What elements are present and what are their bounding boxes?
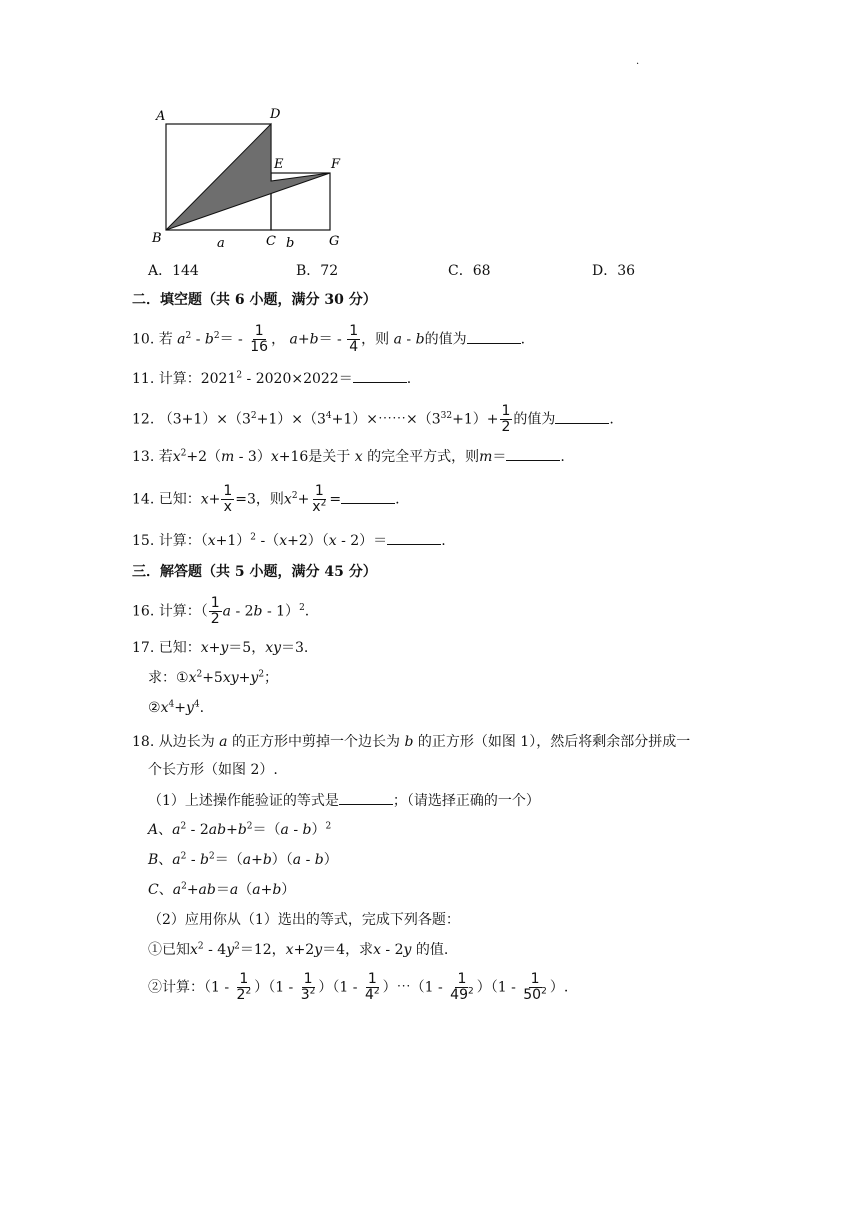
answer-blank — [555, 409, 609, 424]
geometry-figure — [148, 104, 348, 254]
label-B: B — [152, 231, 162, 246]
label-C: C — [266, 234, 276, 249]
answer-blank — [353, 368, 407, 383]
question-10: 10. 若 $a^2 - b^2=$ - $\frac{1}{16}$ ， a+b＝ - $\frac{1}{4}$ ，则 a - b的值为 . — [132, 323, 526, 355]
question-12: 12. $(3+1)\times(3^2+1)\times(3^4+1)\times\cdots\cdots\times(3^{32}+1)+$ $\frac{1}{2}$ 的值为 . — [132, 403, 614, 435]
question-17-part-2: $②x^4+y^4$. — [148, 699, 205, 716]
label-a: a — [217, 236, 225, 251]
question-18-subquestion-2: ②计算：（1 - $\frac{1}{2^2}$ ）（1 - $\frac{1}{3^2}$ ）（1 - $\frac{1}{4^2}$ ）⋯（1 - $\frac{1}{49^2}$ ）（1 - $\frac{1}{50^2}$ ）. — [148, 971, 569, 1003]
answer-blank — [506, 446, 560, 461]
question-18-line-1: 18. 从边长为 a 的正方形中剪掉一个边长为 b 的正方形（如图 1），然后将剩余部分拼成一 — [132, 734, 691, 750]
choice-a: A、$a^2 - 2ab+b^2=(a - b)^2$ — [148, 821, 332, 838]
option-b: B．72 — [296, 263, 339, 279]
question-16: 16. 计算：（ $\frac{1}{2}$ a - 2b - 1）$^2$. — [132, 595, 310, 627]
section-2-heading: 二．填空题（共 6 小题，满分 30 分） — [132, 292, 377, 308]
option-a: A．144 — [148, 263, 199, 279]
answer-blank — [339, 790, 393, 805]
label-E: E — [274, 157, 284, 172]
answer-blank — [467, 329, 521, 344]
option-c: C．68 — [448, 263, 491, 279]
question-18-part-2: （2）应用你从（1）选出的等式，完成下列各题： — [148, 912, 460, 928]
question-18-subquestion-1: ①已知$x^2 - 4y^2=12$，x+2y＝4，求x - 2y 的值. — [148, 941, 449, 958]
label-D: D — [270, 107, 281, 122]
question-18-line-2: 个长方形（如图 2）. — [148, 762, 278, 778]
question-18-part-1: （1）上述操作能验证的等式是 ；（请选择正确的一个） — [148, 790, 540, 811]
question-17-part-1: 求：$①x^2+5xy+y^2$； — [148, 669, 279, 686]
section-3-heading: 三．解答题（共 5 小题，满分 45 分） — [132, 564, 377, 580]
choice-b: B、$a^2 - b^2=(a+b)(a - b)$ — [148, 851, 338, 868]
label-b: b — [286, 236, 295, 251]
question-17: 17. 已知：x+y＝5，xy＝3. — [132, 640, 309, 656]
answer-blank — [387, 530, 441, 545]
question-11: 11. 计算：2021$^2$ - 2020×2022＝ . — [132, 368, 411, 389]
label-A: A — [156, 109, 166, 124]
question-14: 14. 已知：x+ $\frac{1}{x}$ =3，则$x^2+$ $\frac{1}{x^2}$ = . — [132, 483, 400, 515]
question-15: 15. 计算：$(x+1)^2$ -（x+2）（x - 2）＝ . — [132, 530, 446, 551]
answer-blank — [341, 489, 395, 504]
shaded-triangle-bdf — [166, 124, 330, 230]
choice-c: C、$a^2+ab=a(a+b)$ — [148, 881, 296, 898]
label-G: G — [329, 234, 340, 249]
label-F: F — [331, 157, 341, 172]
header-dot: . — [636, 56, 640, 67]
question-13: 13. 若$x^2+2(m - 3)x+16$是关于 x 的完全平方式，则m＝ . — [132, 446, 565, 467]
option-d: D．36 — [592, 263, 636, 279]
